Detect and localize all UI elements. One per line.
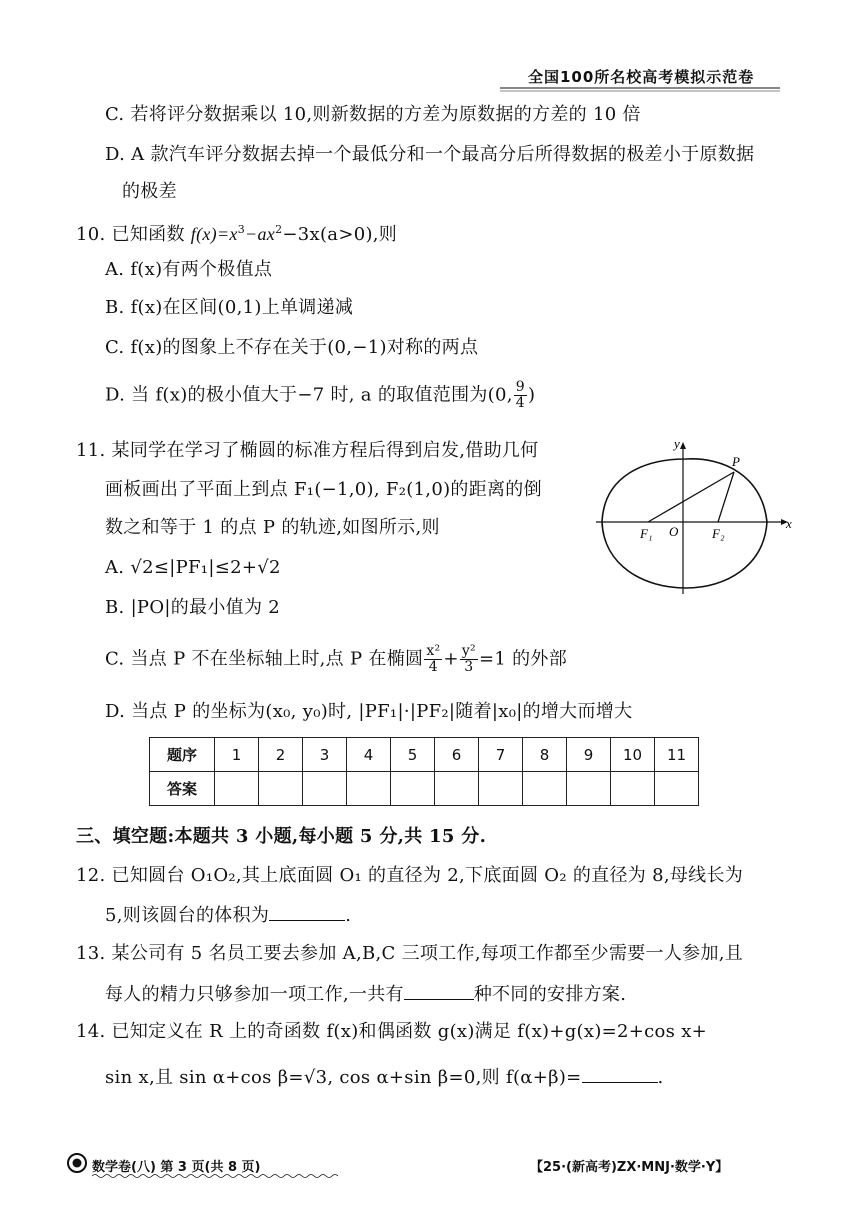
header-decoration (500, 86, 790, 94)
q11-stem-line1: 11. 某同学在学习了椭圆的标准方程后得到启发,借助几何 (76, 440, 539, 461)
table-cell-number: 6 (435, 738, 479, 772)
table-cell-number: 9 (567, 738, 611, 772)
q10-option-b: B. f(x)在区间(0,1)上单调递减 (105, 297, 354, 318)
table-cell-number: 7 (479, 738, 523, 772)
q11-frac1 (424, 644, 442, 675)
q10-option-a: A. f(x)有两个极值点 (105, 259, 273, 280)
header-title: 全国100所名校高考模拟示范卷 (528, 68, 755, 86)
label-p: P (732, 454, 740, 469)
q13-line2-post: 种不同的安排方案. (473, 984, 627, 1005)
q11-option-c-post: =1 的外部 (478, 648, 567, 670)
q13-answer-blank[interactable] (404, 983, 474, 1000)
q11-option-b: B. |PO|的最小值为 2 (105, 597, 281, 618)
q11-frac2-num: y² (461, 643, 476, 659)
q13-line1: 13. 某公司有 5 名员工要去参加 A,B,C 三项工作,每项工作都至少需要一人参加,且 (76, 943, 744, 964)
answer-cell[interactable] (347, 772, 391, 806)
section3-title: 三、填空题:本题共 3 小题,每小题 5 分,共 15 分. (76, 826, 487, 847)
footer-left: 数学卷(八) 第 3 页(共 8 页) (92, 1160, 261, 1175)
label-f2: F₂ (712, 526, 725, 541)
q11-frac1-num: x² (426, 643, 441, 659)
q11-frac2 (460, 644, 478, 675)
table-cell-number: 1 (215, 738, 259, 772)
table-cell-number: 5 (391, 738, 435, 772)
table-header-answer: 答案 (150, 772, 215, 806)
table-cell-number: 11 (655, 738, 699, 772)
q11-plus: + (443, 648, 459, 670)
answer-cell[interactable] (435, 772, 479, 806)
table-cell-number: 10 (611, 738, 655, 772)
answer-cell[interactable] (523, 772, 567, 806)
answer-cell[interactable] (391, 772, 435, 806)
q13-line2-pre: 每人的精力只够参加一项工作,一共有 (105, 984, 404, 1005)
q10-stem-mid: −ax (245, 224, 276, 244)
q11-stem-line3: 数之和等于 1 的点 P 的轨迹,如图所示,则 (105, 517, 440, 538)
q10-stem (76, 219, 397, 246)
q10-option-d-pre: D. 当 f(x)的极小值大于−7 时, a 的取值范围为(0, (105, 384, 513, 406)
q12-line2-pre: 5,则该圆台的体积为 (105, 905, 270, 926)
q10-sup3: 3 (237, 223, 246, 236)
q14-line1: 14. 已知定义在 R 上的奇函数 f(x)和偶函数 g(x)满足 f(x)+g(x)=2+cos x+ (76, 1021, 708, 1042)
q12-answer-blank[interactable] (269, 904, 345, 921)
q11-frac1-den: 4 (428, 659, 438, 675)
q10-stem-post: −3x(a>0),则 (282, 224, 398, 245)
q14-line2 (105, 1066, 664, 1089)
q10-stem-pre: 10. 已知函数 (76, 224, 191, 245)
table-row-answers (150, 772, 699, 806)
footer-wavy-line (92, 1173, 342, 1179)
q12-line1: 12. 已知圆台 O₁O₂,其上底面圆 O₁ 的直径为 2,下底面圆 O₂ 的直径为 8,母线长为 (76, 865, 744, 886)
table-row-numbers (150, 738, 699, 772)
q10-option-d (105, 380, 535, 411)
table-cell-number: 8 (523, 738, 567, 772)
answer-cell[interactable] (479, 772, 523, 806)
q10-sup2: 2 (275, 223, 283, 236)
q12-line2-post: . (345, 905, 352, 926)
q11-figure (596, 436, 802, 594)
q10-option-d-post: ) (527, 384, 536, 406)
q12-line2 (105, 904, 351, 927)
answer-cell[interactable] (611, 772, 655, 806)
q11-option-c (105, 644, 567, 675)
q11-option-a: A. √2≤|PF₁|≤2+√2 (105, 557, 281, 578)
q11-option-d: D. 当点 P 的坐标为(x₀, y₀)时, |PF₁|·|PF₂|随着|x₀|的增大而增大 (105, 701, 633, 722)
q13-line2 (105, 983, 626, 1006)
answer-cell[interactable] (567, 772, 611, 806)
q11-frac2-den: 3 (464, 659, 474, 675)
table-cell-number: 3 (303, 738, 347, 772)
table-cell-number: 2 (259, 738, 303, 772)
answer-cell[interactable] (655, 772, 699, 806)
table-cell-number: 4 (347, 738, 391, 772)
q14-line2-post: . (657, 1067, 664, 1088)
segment-pf1 (648, 472, 734, 522)
q9-option-d-line2: 的极差 (122, 181, 177, 202)
q9-option-c: C. 若将评分数据乘以 10,则新数据的方差为原数据的方差的 10 倍 (105, 104, 641, 125)
label-o: O (669, 524, 679, 539)
answer-cell[interactable] (215, 772, 259, 806)
label-y: y (674, 436, 680, 451)
answer-cell[interactable] (259, 772, 303, 806)
footer-right: 【25·(新高考)ZX·MNJ·数学·Y】 (530, 1160, 729, 1175)
q10-fraction (514, 380, 527, 411)
q10-stem-f: f(x)=x (190, 224, 238, 244)
footer-logo-icon (66, 1152, 88, 1174)
y-axis-arrow (680, 442, 686, 449)
q14-answer-blank[interactable] (582, 1066, 658, 1083)
q10-frac-den: 4 (515, 395, 525, 411)
q11-option-c-pre: C. 当点 P 不在坐标轴上时,点 P 在椭圆 (105, 648, 424, 670)
locus-curve (602, 459, 767, 588)
header-bar (500, 62, 790, 92)
answer-table (149, 737, 699, 806)
q10-frac-num: 9 (515, 379, 525, 395)
q9-option-d-line1: D. A 款汽车评分数据去掉一个最低分和一个最高分后所得数据的极差小于原数据 (105, 144, 755, 165)
q14-line2-pre: sin x,且 sin α+cos β=√3, cos α+sin β=0,则 f(α+β)= (105, 1067, 582, 1088)
q11-stem-line2: 画板画出了平面上到点 F₁(−1,0), F₂(1,0)的距离的倒 (105, 479, 542, 500)
label-f1: F₁ (640, 526, 653, 541)
label-x: x (786, 516, 792, 531)
table-header-order: 题序 (150, 738, 215, 772)
answer-cell[interactable] (303, 772, 347, 806)
q10-option-c: C. f(x)的图象上不存在关于(0,−1)对称的两点 (105, 337, 479, 358)
